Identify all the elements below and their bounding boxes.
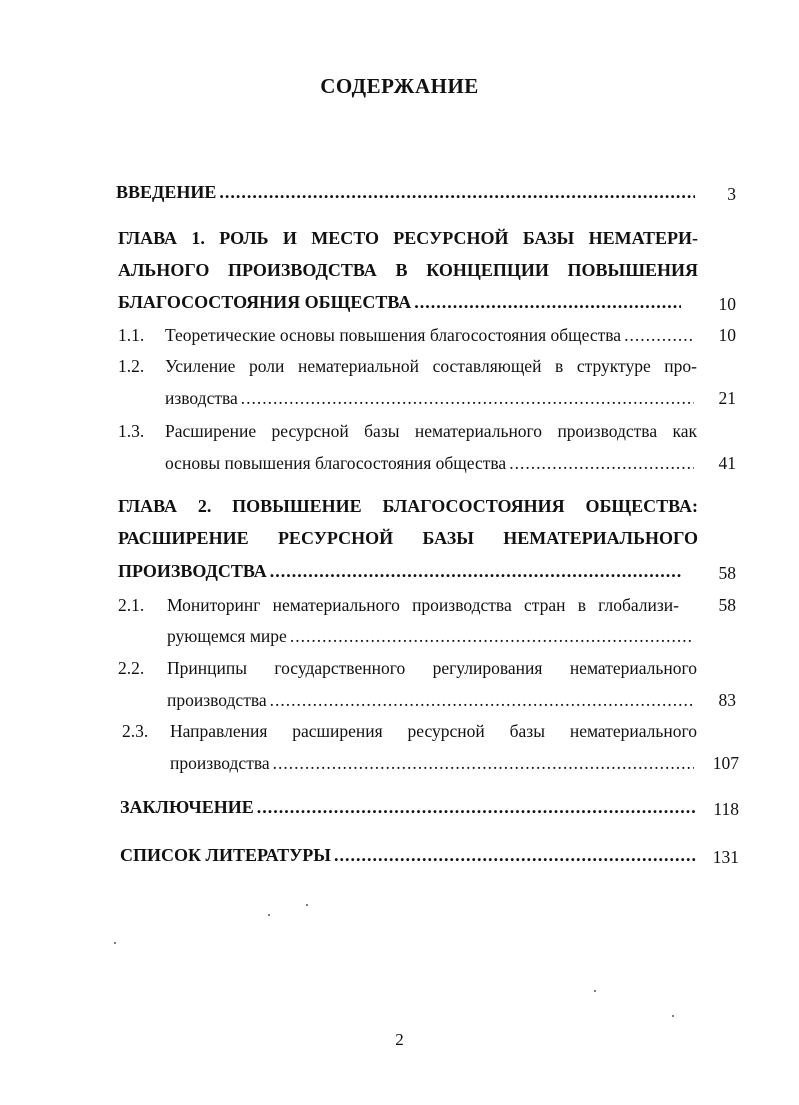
toc-section-1-2[interactable]: Усиление роли нематериальной составляющей в структуре про- bbox=[165, 356, 697, 376]
toc-references-label: СПИСОК ЛИТЕРАТУРЫ bbox=[120, 845, 331, 865]
leader-dots bbox=[219, 182, 695, 203]
toc-intro-label: ВВЕДЕНИЕ bbox=[116, 182, 217, 202]
toc-section-number: 2.1. bbox=[118, 595, 145, 615]
leader-dots bbox=[270, 690, 694, 711]
leader-dots bbox=[414, 292, 681, 313]
toc-section-2-2-cont[interactable]: производства ..... bbox=[167, 690, 697, 711]
toc-conclusion[interactable] bbox=[120, 797, 700, 818]
scan-speck bbox=[306, 904, 308, 906]
leader-dots bbox=[270, 561, 681, 582]
leader-dots bbox=[509, 453, 694, 474]
leader-dots bbox=[273, 753, 694, 774]
toc-intro-page: 3 bbox=[727, 184, 736, 204]
toc-conclusion-page: 118 bbox=[713, 799, 739, 819]
leader-dots bbox=[241, 388, 694, 409]
scan-speck bbox=[268, 914, 270, 916]
toc-chapter2-page: 58 bbox=[718, 563, 736, 583]
toc-references-page: 131 bbox=[712, 847, 739, 867]
toc-section-page: 83 bbox=[718, 690, 736, 710]
toc-chapter1-line2[interactable]: АЛЬНОГО ПРОИЗВОДСТВА В КОНЦЕПЦИИ ПОВЫШЕНИЯ bbox=[118, 260, 698, 280]
toc-chapter1-page: 10 bbox=[718, 294, 736, 314]
toc-section-1-3[interactable]: Расширение ресурсной базы нематериального производства как bbox=[165, 421, 697, 441]
toc-section-number: 1.1. bbox=[118, 325, 145, 345]
toc-section-2-1[interactable]: Мониторинг нематериального производства стран в глобализи- bbox=[167, 595, 679, 615]
toc-section-page: 58 bbox=[718, 595, 736, 615]
toc-chapter2-line3[interactable]: ПРОИЗВОДСТВА ..... bbox=[118, 561, 684, 582]
scan-speck bbox=[114, 942, 116, 944]
page-title: СОДЕРЖАНИЕ bbox=[320, 74, 479, 98]
leader-dots bbox=[290, 626, 694, 647]
toc-section-2-3[interactable]: Направления расширения ресурсной базы нематериального bbox=[170, 721, 697, 741]
toc-section-2-3-cont[interactable]: производства ..... bbox=[170, 753, 697, 774]
toc-chapter1-line3[interactable]: БЛАГОСОСТОЯНИЯ ОБЩЕСТВА ..... bbox=[118, 292, 684, 313]
leader-dots bbox=[334, 845, 697, 866]
toc-section-1-2-cont[interactable]: изводства ..... bbox=[165, 388, 697, 409]
leader-dots bbox=[257, 797, 697, 818]
page-number: 2 bbox=[395, 1030, 404, 1049]
scan-speck bbox=[672, 1015, 674, 1017]
scan-speck bbox=[594, 990, 596, 992]
toc-section-page: 41 bbox=[718, 453, 736, 473]
toc-section-page: 10 bbox=[718, 325, 736, 345]
toc-section-2-2[interactable]: Принципы государственного регулирования нематериального bbox=[167, 658, 697, 678]
toc-section-number: 1.3. bbox=[118, 421, 145, 441]
toc-section-1-3-cont[interactable]: основы повышения благосостояния общества ..... bbox=[165, 453, 697, 474]
toc-section-number: 2.2. bbox=[118, 658, 145, 678]
toc-intro[interactable] bbox=[116, 182, 698, 203]
toc-section-page: 21 bbox=[718, 388, 736, 408]
toc-section-number: 2.3. bbox=[122, 721, 149, 741]
toc-chapter2-line2[interactable]: РАСШИРЕНИЕ РЕСУРСНОЙ БАЗЫ НЕМАТЕРИАЛЬНОГО bbox=[118, 528, 698, 548]
toc-section-page: 107 bbox=[712, 753, 739, 773]
toc-section-2-1-cont[interactable]: рующемся мире ..... bbox=[167, 626, 697, 647]
toc-chapter1-line1[interactable]: ГЛАВА 1. РОЛЬ И МЕСТО РЕСУРСНОЙ БАЗЫ НЕМАТЕРИ- bbox=[118, 228, 698, 248]
toc-chapter2-line1[interactable]: ГЛАВА 2. ПОВЫШЕНИЕ БЛАГОСОСТОЯНИЯ ОБЩЕСТВА: bbox=[118, 496, 698, 516]
toc-references[interactable] bbox=[120, 845, 700, 866]
toc-section-1-1[interactable]: Теоретические основы повышения благосостояния общества ..... bbox=[165, 325, 697, 346]
toc-conclusion-label: ЗАКЛЮЧЕНИЕ bbox=[120, 797, 254, 817]
toc-section-number: 1.2. bbox=[118, 356, 145, 376]
